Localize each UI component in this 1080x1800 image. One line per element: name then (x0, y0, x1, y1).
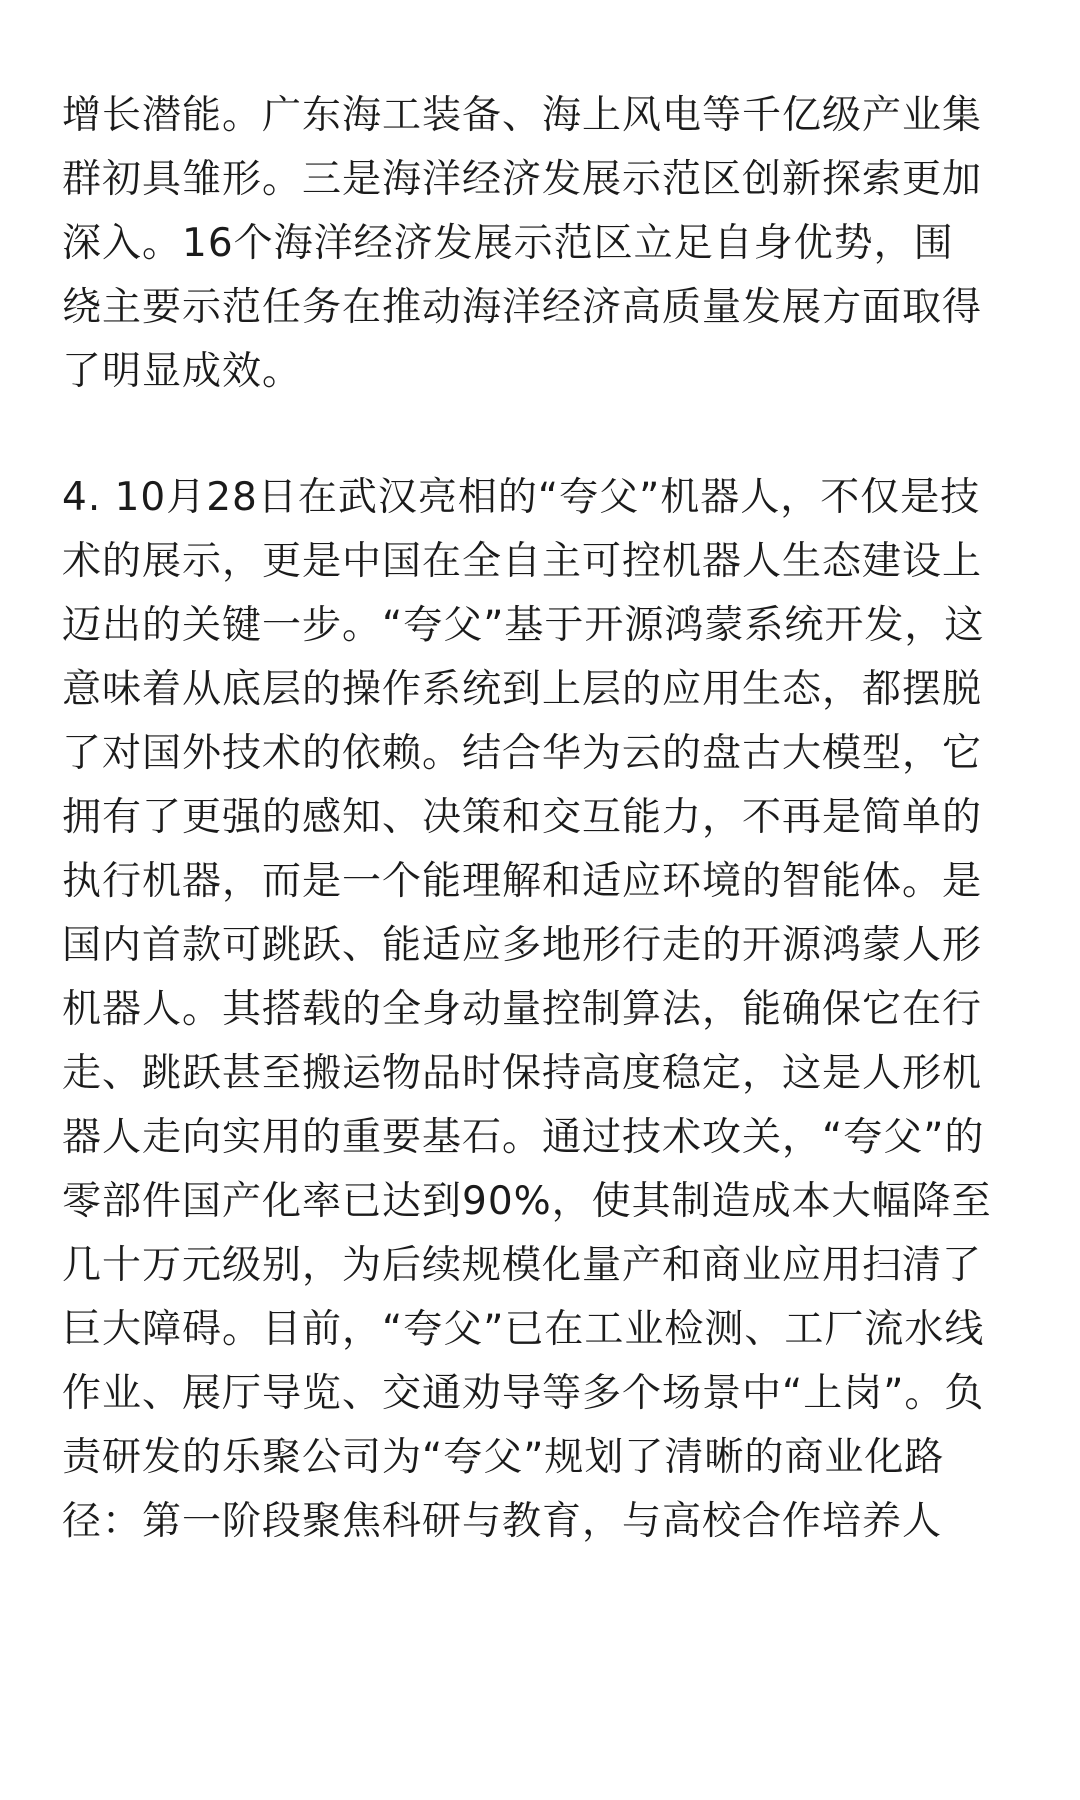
text-line: 4. 10月28日在武汉亮相的“夸父”机器人，不仅是技 (62, 475, 981, 520)
text-line: 了明显成效。 (62, 349, 303, 394)
text-line: 走、跳跃甚至搬运物品时保持高度稳定，这是人形机 (62, 1051, 983, 1096)
text-line: 径：第一阶段聚焦科研与教育，与高校合作培养人 (62, 1499, 943, 1544)
text-line: 机器人。其搭载的全身动量控制算法，能确保它在行 (62, 987, 983, 1032)
text-line: 了对国外技术的依赖。结合华为云的盘古大模型，它 (62, 731, 983, 776)
text-line: 执行机器，而是一个能理解和适应环境的智能体。是 (62, 859, 983, 904)
paragraph-marine-economy (62, 84, 1022, 404)
text-line: 群初具雏形。三是海洋经济发展示范区创新探索更加 (62, 157, 983, 202)
paragraph-kuafu-robot (62, 466, 1022, 1554)
text-line: 深入。16个海洋经济发展示范区立足自身优势，围 (62, 221, 954, 266)
text-line: 拥有了更强的感知、决策和交互能力，不再是简单的 (62, 795, 983, 840)
text-line: 意味着从底层的操作系统到上层的应用生态，都摆脱 (62, 667, 983, 712)
text-line: 零部件国产化率已达到90%，使其制造成本大幅降至 (62, 1179, 992, 1224)
text-line: 增长潜能。广东海工装备、海上风电等千亿级产业集 (62, 93, 983, 138)
text-line: 责研发的乐聚公司为“夸父”规划了清晰的商业化路 (62, 1435, 945, 1480)
text-line: 器人走向实用的重要基石。通过技术攻关，“夸父”的 (62, 1115, 985, 1160)
text-line: 几十万元级别，为后续规模化量产和商业应用扫清了 (62, 1243, 983, 1288)
text-line: 作业、展厅导览、交通劝导等多个场景中“上岗”。负 (62, 1371, 985, 1416)
text-line: 巨大障碍。目前，“夸父”已在工业检测、工厂流水线 (62, 1307, 985, 1352)
text-line: 迈出的关键一步。“夸父”基于开源鸿蒙系统开发，这 (62, 603, 985, 648)
text-line: 术的展示，更是中国在全自主可控机器人生态建设上 (62, 539, 983, 584)
text-line: 绕主要示范任务在推动海洋经济高质量发展方面取得 (62, 285, 983, 330)
text-line: 国内首款可跳跃、能适应多地形行走的开源鸿蒙人形 (62, 923, 983, 968)
